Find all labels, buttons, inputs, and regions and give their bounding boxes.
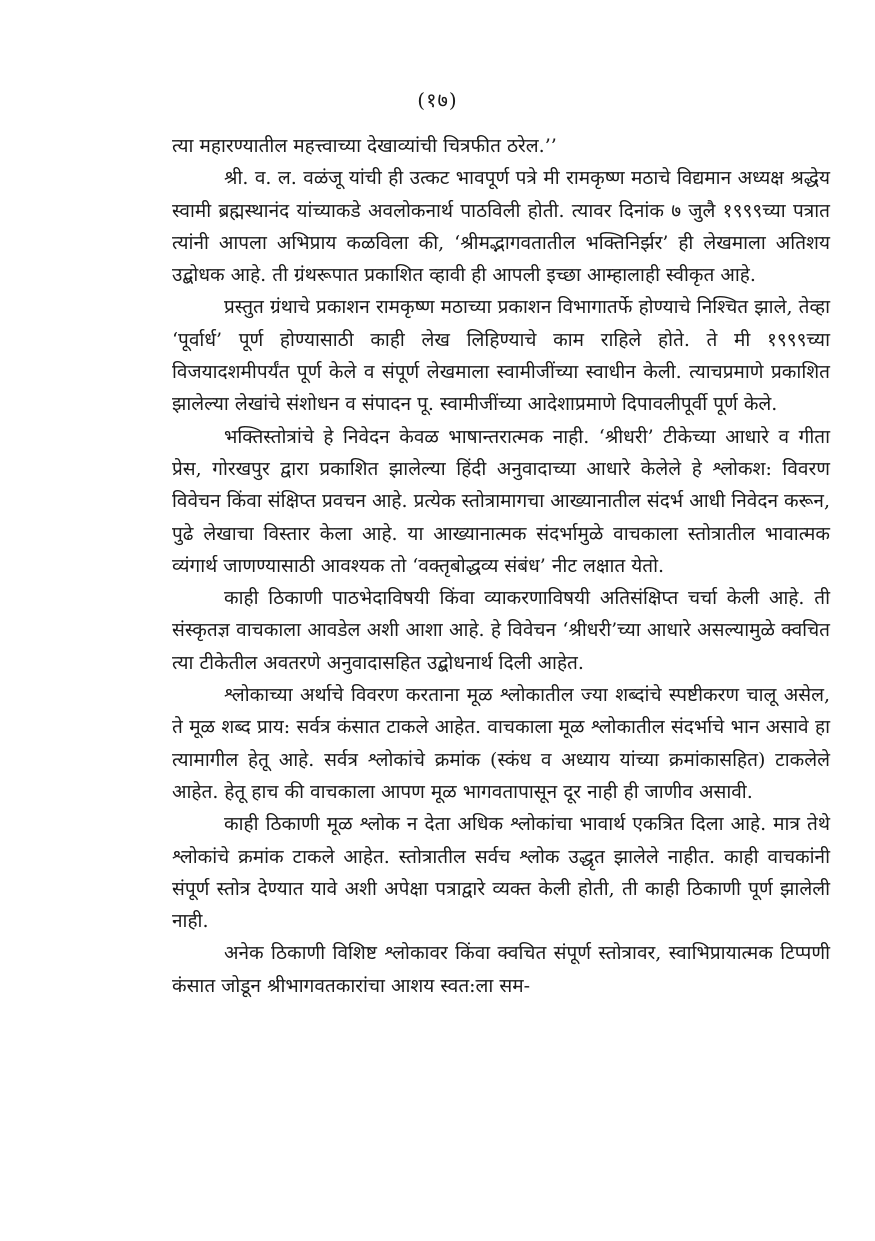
paragraph: काही ठिकाणी पाठभेदाविषयी किंवा व्याकरणाविषयी अतिसंक्षिप्त चर्चा केली आहे. ती संस्कृतज्ञ वाचकाला आवडेल अशी आशा आहे. हे विवेचन ‘श्रीधरी’च्या आधारे असल्यामुळे क्वचित त्या टीकेतील अवतरणे अनुवादासहित उद्बोधनार्थ दिली आहेत. [172,587,830,674]
page-number: (१७) [417,88,458,112]
paragraph: श्री. व. ल. वळंजू यांची ही उत्कट भावपूर्ण पत्रे मी रामकृष्ण मठाचे विद्यमान अध्यक्ष श्रद्धेय स्वामी ब्रह्मस्थानंद यांच्याकडे अवलोकनार्थ पाठविली होती. त्यावर दिनांक ७ जुलै १९९९च्या पत्रात त्यांनी आपला अभिप्राय कळविला की, ‘श्रीमद्भागवतातील भक्तिनिर्झर’ ही लेखमाला अतिशय उद्बोधक आहे. ती ग्रंथरूपात प्रकाशित व्हावी ही आपली इच्छा आम्हालाही स्वीकृत आहे. [172,167,830,287]
paragraph: भक्तिस्तोत्रांचे हे निवेदन केवळ भाषान्तरात्मक नाही. ‘श्रीधरी’ टीकेच्या आधारे व गीता प्रेस, गोरखपुर द्वारा प्रकाशित झालेल्या हिंदी अनुवादाच्या आधारे केलेले हे श्लोकश: विवरण विवेचन किंवा संक्षिप्त प्रवचन आहे. प्रत्येक स्तोत्रामागचा आख्यानातील संदर्भ आधी निवेदन करून, पुढे लेखाचा विस्तार केला आहे. या आख्यानात्मक संदर्भामुळे वाचकाला स्तोत्रातील भावात्मक व्यंगार्थ जाणण्यासाठी आवश्यक तो ‘वक्तृबोद्धव्य संबंध’ नीट लक्षात येतो. [172,425,830,577]
paragraph: अनेक ठिकाणी विशिष्ट श्लोकावर किंवा क्वचित संपूर्ण स्तोत्रावर, स्वाभिप्रायात्मक टिप्पणी कंसात जोडून श्रीभागवतकारांचा आशय स्वत:ला सम- [172,942,830,997]
paragraph: काही ठिकाणी मूळ श्लोक न देता अधिक श्लोकांचा भावार्थ एकत्रित दिला आहे. मात्र तेथे श्लोकांचे क्रमांक टाकले आहेत. स्तोत्रातील सर्वच श्लोक उद्धृत झालेले नाहीत. काही वाचकांनी संपूर्ण स्तोत्र देण्यात यावे अशी अपेक्षा पत्राद्वारे व्यक्त केली होती, ती काही ठिकाणी पूर्ण झालेली नाही. [172,813,830,933]
paragraph: श्लोकाच्या अर्थाचे विवरण करताना मूळ श्लोकातील ज्या शब्दांचे स्पष्टीकरण चालू असेल, ते मूळ शब्द प्राय: सर्वत्र कंसात टाकले आहेत. वाचकाला मूळ श्लोकातील संदर्भाचे भान असावे हा त्यामागील हेतू आहे. सर्वत्र श्लोकांचे क्रमांक (स्कंध व अध्याय यांच्या क्रमांकासहित) टाकलेले आहेत. हेतू हाच की वाचकाला आपण मूळ भागवतापासून दूर नाही ही जाणीव असावी. [172,684,830,803]
paragraph: प्रस्तुत ग्रंथाचे प्रकाशन रामकृष्ण मठाच्या प्रकाशन विभागातर्फे होण्याचे निश्चित झाले, तेव्हा ‘पूर्वार्ध’ पूर्ण होण्यासाठी काही लेख लिहिण्याचे काम राहिले होते. ते मी १९९९च्या विजयादशमीपर्यंत पूर्ण केले व संपूर्ण लेखमाला स्वामीजींच्या स्वाधीन केली. त्याचप्रमाणे प्रकाशित झालेल्या लेखांचे संशोधन व संपादन पू. स्वामीजींच्या आदेशाप्रमाणे दिपावलीपूर्वी पूर्ण केले. [172,296,830,416]
paragraph-continuation: त्या महारण्यातील महत्त्वाच्या देखाव्यांची चित्रफीत ठरेल.’’ [172,135,557,157]
body-text [172,130,830,1002]
